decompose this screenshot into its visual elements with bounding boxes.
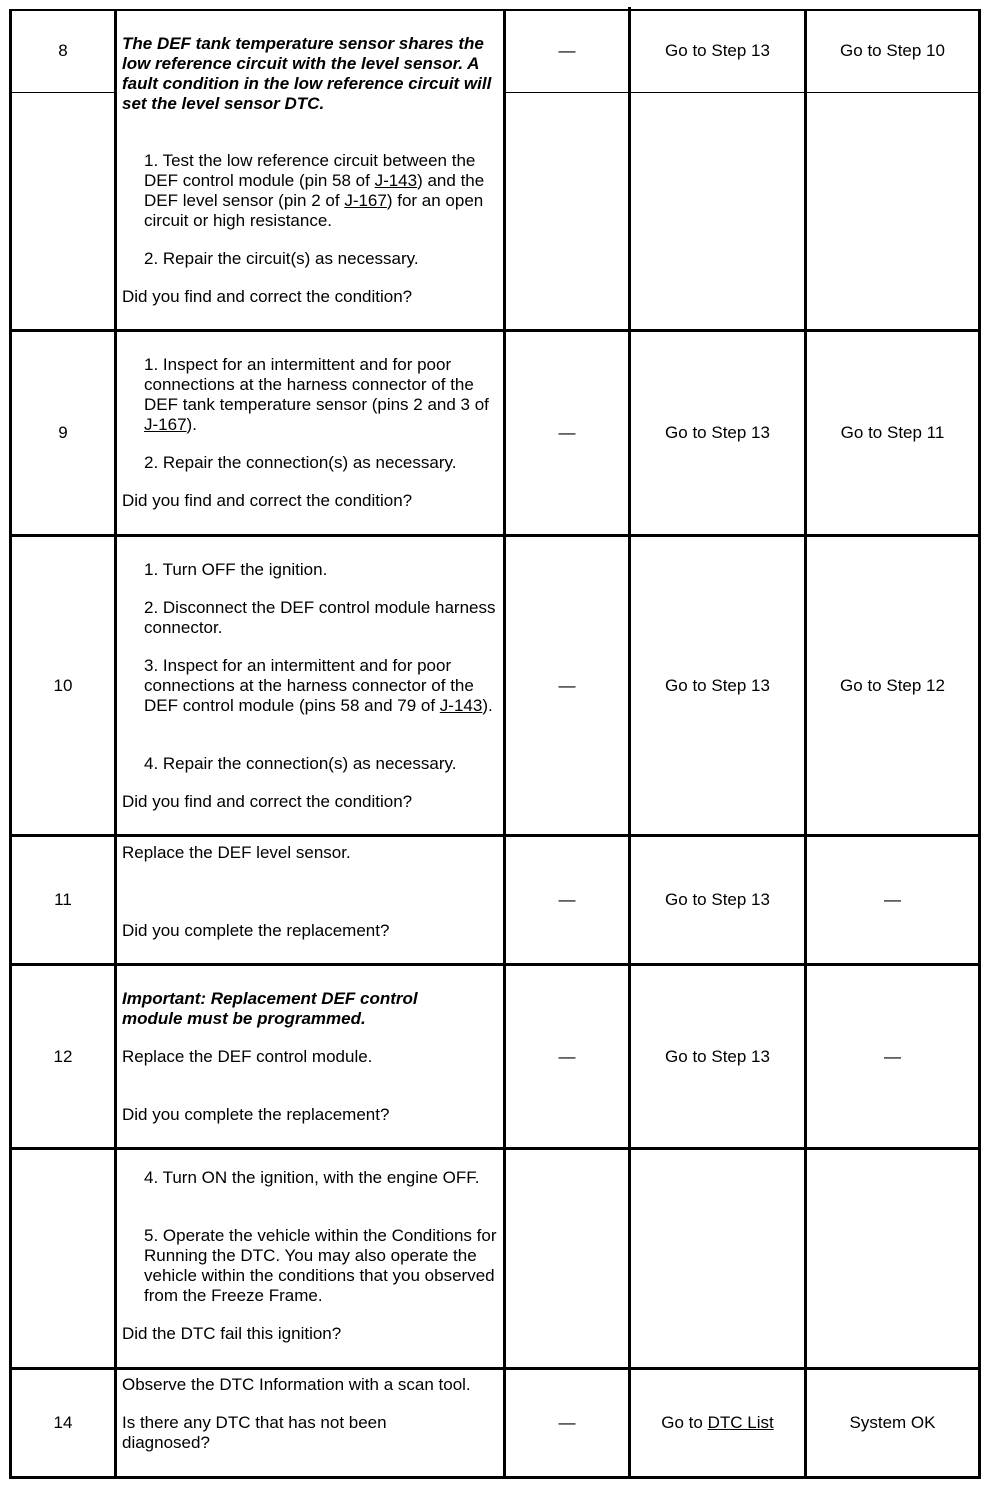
table-border-left <box>9 9 12 1479</box>
action-step: 4. Turn ON the ignition, with the engine OFF. <box>144 1168 480 1187</box>
action-step: 2. Repair the circuit(s) as necessary. <box>144 249 419 268</box>
action-step <box>122 355 500 435</box>
no-action: Go to Step 11 <box>840 423 945 442</box>
yes-action: Go to Step 13 <box>665 1047 770 1066</box>
column-divider <box>114 9 117 1479</box>
connector-link[interactable]: J-143 <box>439 696 483 715</box>
no-action: Go to Step 12 <box>840 676 945 695</box>
action-step: 2. Disconnect the DEF control module harness connector. <box>144 598 496 637</box>
row-divider <box>9 329 981 332</box>
action-text: ) for an open circuit or high resistance. <box>144 191 484 230</box>
question-text: Did you find and correct the condition? <box>122 792 413 811</box>
action-step: 1. Turn OFF the ignition. <box>144 560 328 579</box>
action-text: ). <box>186 415 197 434</box>
action-step: 4. Repair the connection(s) as necessary. <box>144 754 457 773</box>
values-cell: — <box>558 676 576 695</box>
row-divider <box>9 1367 981 1370</box>
table-border-bottom <box>9 1476 981 1479</box>
action-text: ) and the DEF level sensor (pin 2 of <box>144 171 485 210</box>
yes-action <box>631 1413 804 1433</box>
action-step <box>122 656 500 716</box>
question-text: Did the DTC fail this ignition? <box>122 1324 342 1343</box>
row-divider <box>9 963 981 966</box>
action-text: Observe the DTC Information with a scan tool. <box>122 1375 471 1394</box>
values-cell: — <box>558 423 576 442</box>
no-action: — <box>884 1047 901 1066</box>
action-step <box>122 151 500 231</box>
question-text: Did you complete the replacement? <box>122 1105 390 1124</box>
column-divider <box>804 9 807 1479</box>
step-number: 11 <box>54 890 72 909</box>
connector-link[interactable]: J-143 <box>374 171 418 190</box>
action-text: Replace the DEF level sensor. <box>122 843 351 862</box>
yes-action-text: Go to <box>661 1413 708 1432</box>
values-cell: — <box>558 41 576 60</box>
row-divider <box>9 92 116 93</box>
row-divider <box>9 534 981 537</box>
values-cell: — <box>558 1047 576 1066</box>
connector-link[interactable]: J-167 <box>144 415 187 434</box>
action-text: 1. Test the low reference circuit between the DEF control module (pin 58 of <box>144 151 476 190</box>
table-border-right <box>978 9 981 1479</box>
question-text: Did you find and correct the condition? <box>122 287 413 306</box>
yes-action: Go to Step 13 <box>665 423 770 442</box>
important-note: Important: Replacement DEF control module must be programmed. <box>122 989 418 1028</box>
no-action: — <box>884 890 901 909</box>
values-cell: — <box>558 1413 576 1432</box>
no-action: System OK <box>849 1413 936 1432</box>
no-action: Go to Step 10 <box>840 41 945 60</box>
dtc-list-link[interactable]: DTC List <box>707 1413 774 1432</box>
action-text: 3. Inspect for an intermittent and for poor connections at the harness connector of the DEF control module (pins 58 and 79 of <box>144 656 474 715</box>
step-number: 8 <box>58 41 68 60</box>
values-cell: — <box>558 890 576 909</box>
step-number: 9 <box>58 423 68 442</box>
row-divider <box>505 92 981 93</box>
important-note: The DEF tank temperature sensor shares the low reference circuit with the level sensor. A fault condition in the low reference circuit will set the level sensor DTC. <box>122 34 492 113</box>
action-text: ). <box>482 696 493 715</box>
question-text: Is there any DTC that has not been diagnosed? <box>122 1413 387 1452</box>
question-text: Did you complete the replacement? <box>122 921 390 940</box>
table-border-top <box>9 9 981 11</box>
column-divider <box>628 7 631 1479</box>
row-divider <box>9 1147 981 1150</box>
yes-action: Go to Step 13 <box>665 41 770 60</box>
question-text: Did you find and correct the condition? <box>122 491 413 510</box>
action-text: Replace the DEF control module. <box>122 1047 373 1066</box>
action-step: 5. Operate the vehicle within the Conditions for Running the DTC. You may also operate the vehicle within the conditions that you observed from the Freeze Frame. <box>144 1226 497 1305</box>
action-step: 2. Repair the connection(s) as necessary. <box>144 453 457 472</box>
yes-action: Go to Step 13 <box>665 676 770 695</box>
row-divider <box>9 834 981 837</box>
action-text: 1. Inspect for an intermittent and for poor connections at the harness connector of the DEF tank temperature sensor (pins 2 and 3 of <box>144 355 489 414</box>
column-divider <box>503 9 506 1479</box>
step-number: 10 <box>53 676 73 695</box>
yes-action: Go to Step 13 <box>665 890 770 909</box>
connector-link[interactable]: J-167 <box>344 191 387 210</box>
step-number: 12 <box>53 1047 73 1066</box>
step-number: 14 <box>53 1413 73 1432</box>
